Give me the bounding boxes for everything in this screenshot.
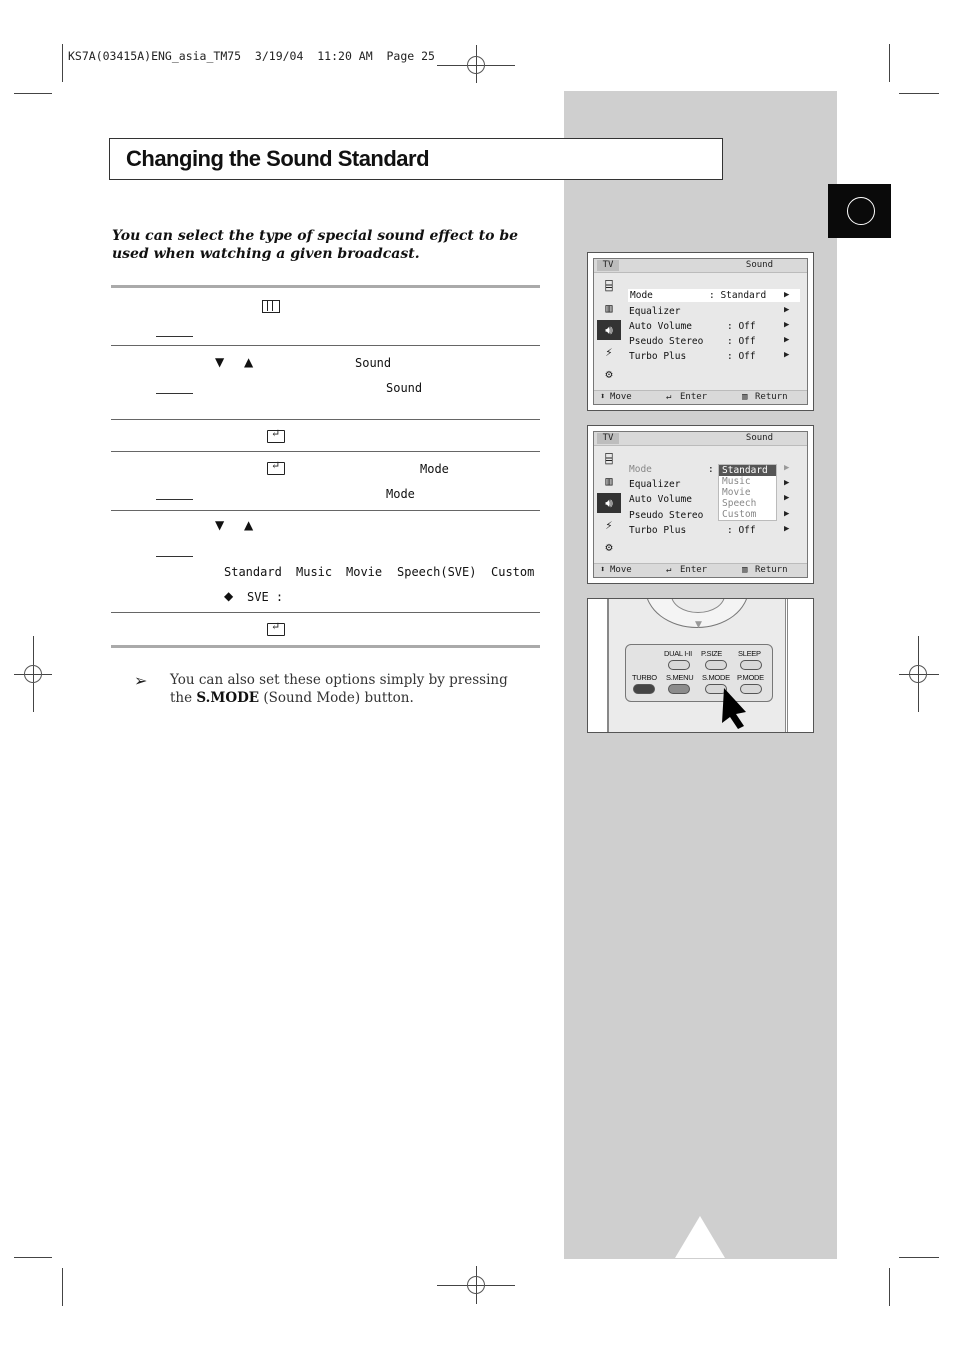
crop-mark: [14, 1257, 52, 1258]
sve-label: SVE :: [247, 590, 284, 604]
remote-side: [588, 599, 608, 733]
smenu-button: [668, 684, 690, 694]
dropdown-option-speech: Speech: [722, 498, 757, 509]
option-movie: Movie: [346, 565, 383, 579]
enter-icon: ↵: [267, 430, 285, 443]
osd-row-turbo-plus: Turbo Plus: [629, 351, 687, 362]
crop-mark: [899, 93, 939, 94]
osd-row-equalizer: Equalizer: [629, 306, 681, 317]
dual-button: [668, 660, 690, 670]
osd-row-mode: [628, 289, 800, 302]
crop-mark: [62, 44, 63, 82]
psize-button: [705, 660, 727, 670]
speaker-icon: 🔊︎: [597, 320, 621, 340]
crop-mark: [62, 1268, 63, 1306]
remote-label-pmode: P.MODE: [737, 673, 764, 682]
dropdown-option-standard: Standard: [719, 465, 776, 476]
note-underline: [156, 499, 193, 500]
menu-icon: [262, 300, 280, 313]
arrow-down-icon: ▼: [215, 518, 225, 532]
note-underline: [156, 336, 193, 337]
osd-tv-label: TV: [597, 433, 619, 444]
remote-illustration: [587, 598, 814, 733]
osd-heading: Sound: [745, 260, 773, 270]
osd-row-mode: Mode: [629, 464, 652, 475]
menu-icon: ▥: [742, 565, 748, 575]
note-arrow-icon: ➢: [134, 671, 148, 690]
footer-enter: Enter: [680, 565, 708, 575]
osd-row-value: : Off: [727, 351, 756, 362]
enter-icon: ↵: [267, 623, 285, 636]
note-text-after: (Sound Mode) button.: [263, 690, 414, 706]
remote-label-sleep: SLEEP: [738, 649, 761, 658]
arrow-up-icon: ▲: [244, 355, 254, 369]
pointer-arrow-icon: [718, 686, 758, 731]
osd-icon-column: [597, 276, 621, 386]
registration-mark: [467, 56, 485, 74]
registration-mark: [467, 1276, 485, 1294]
osd-row-equalizer: Equalizer: [629, 479, 681, 490]
setup-icon: ⚙︎: [605, 540, 613, 554]
osd-icon-column: [597, 449, 621, 559]
osd-tv-label: TV: [597, 260, 619, 271]
arrow-up-icon: ▲: [244, 518, 254, 532]
dropdown-option-custom: Custom: [722, 509, 757, 520]
intro-text: You can select the type of special sound effect to be used when watching a given broadcast.: [112, 228, 519, 262]
note-text: [170, 671, 530, 707]
osd-header: [594, 432, 807, 446]
option-music: Music: [296, 565, 333, 579]
enter-icon: ↵: [666, 565, 672, 575]
note-bold-button: S.MODE: [196, 690, 260, 706]
picture-icon: ▥: [605, 474, 613, 488]
option-speech: Speech(SVE): [397, 565, 477, 579]
osd-row-value: :: [708, 464, 714, 475]
steps-top-rule: [111, 285, 540, 288]
option-custom: Custom: [491, 565, 535, 579]
remote-label-psize: P.SIZE: [701, 649, 722, 658]
tv-screen-2: [587, 425, 814, 584]
dpad-down-icon: ▼: [695, 620, 702, 630]
tv-screen-1: [587, 252, 814, 411]
note-text-before: You can also set these options simply by pressing the: [170, 672, 508, 706]
osd-panel: [593, 258, 808, 405]
osd-row-turbo-plus: Turbo Plus: [629, 525, 687, 536]
antenna-icon: ⚡︎: [605, 345, 613, 359]
remote-side: [787, 599, 814, 733]
step-divider: [111, 345, 540, 346]
step-divider: [111, 419, 540, 420]
play-arrow-icon: ▶: [784, 335, 790, 345]
play-arrow-icon: ▶: [784, 350, 790, 360]
osd-row-value: : Off: [727, 336, 756, 347]
osd-heading: Sound: [745, 433, 773, 443]
osd-row-label: Mode: [630, 290, 653, 301]
updown-icon: ⬍: [600, 565, 606, 575]
mode-dropdown: [718, 464, 777, 521]
remote-label-dual: DUAL I-II: [664, 649, 692, 658]
circle-icon: [847, 197, 875, 225]
osd-footer: [594, 390, 807, 404]
footer-enter: Enter: [680, 392, 708, 402]
steps-bottom-rule: [111, 645, 540, 648]
arrow-down-icon: ▼: [215, 355, 225, 369]
page-marker-icon: [675, 1216, 725, 1258]
play-arrow-icon: ▶: [784, 290, 790, 300]
step-divider: [111, 612, 540, 613]
diamond-icon: ◆: [224, 589, 234, 603]
footer-return: Return: [755, 565, 788, 575]
osd-row-auto-volume: Auto Volume: [629, 494, 692, 505]
updown-icon: ⬍: [600, 392, 606, 402]
option-standard: Standard: [224, 565, 282, 579]
menu-icon: ▥: [742, 392, 748, 402]
play-arrow-icon: ▶: [784, 463, 790, 473]
osd-panel: [593, 431, 808, 578]
osd-row-pseudo-stereo: Pseudo Stereo: [629, 510, 704, 521]
crop-mark: [889, 44, 890, 82]
play-arrow-icon: ▶: [784, 305, 790, 315]
osd-row-auto-volume: Auto Volume: [629, 321, 692, 332]
sleep-button: [740, 660, 762, 670]
enter-icon: ↵: [666, 392, 672, 402]
antenna-icon: ⚡︎: [605, 518, 613, 532]
osd-row-value: : Standard: [709, 290, 767, 301]
play-arrow-icon: ▶: [784, 478, 790, 488]
input-icon: ⌸: [605, 452, 613, 466]
osd-footer: [594, 563, 807, 577]
osd-header: [594, 259, 807, 273]
step-keyword: Sound: [386, 381, 423, 395]
speaker-icon: 🔊︎: [597, 493, 621, 513]
osd-row-value: : Off: [727, 525, 756, 536]
dropdown-option-music: Music: [722, 476, 751, 487]
remote-label-smode: S.MODE: [702, 673, 730, 682]
step-keyword: Mode: [420, 462, 449, 476]
crop-mark: [14, 93, 52, 94]
footer-return: Return: [755, 392, 788, 402]
remote-body: [608, 598, 786, 733]
step-divider: [111, 451, 540, 452]
step-keyword: Sound: [355, 356, 392, 370]
osd-row-value: : Off: [727, 321, 756, 332]
section-tab: [828, 184, 891, 238]
dropdown-option-movie: Movie: [722, 487, 751, 498]
osd-row-pseudo-stereo: Pseudo Stereo: [629, 336, 704, 347]
turbo-button: [633, 684, 655, 694]
slug-line: KS7A(03415A)ENG_asia_TM75 3/19/04 11:20 AM Page 25: [68, 49, 435, 63]
footer-move: Move: [610, 565, 632, 575]
crop-mark: [899, 1257, 939, 1258]
footer-move: Move: [610, 392, 632, 402]
remote-label-smenu: S.MENU: [666, 673, 694, 682]
enter-icon: ↵: [267, 462, 285, 475]
registration-mark: [24, 665, 42, 683]
title-box: [109, 138, 723, 180]
note-underline: [156, 556, 193, 557]
registration-mark: [909, 665, 927, 683]
picture-icon: ▥: [605, 301, 613, 315]
play-arrow-icon: ▶: [784, 320, 790, 330]
input-icon: ⌸: [605, 279, 613, 293]
step-divider: [111, 510, 540, 511]
page-title: Changing the Sound Standard: [126, 146, 430, 171]
step-keyword: Mode: [386, 487, 415, 501]
play-arrow-icon: ▶: [784, 524, 790, 534]
play-arrow-icon: ▶: [784, 493, 790, 503]
setup-icon: ⚙︎: [605, 367, 613, 381]
remote-label-turbo: TURBO: [632, 673, 657, 682]
play-arrow-icon: ▶: [784, 509, 790, 519]
note-underline: [156, 393, 193, 394]
crop-mark: [889, 1268, 890, 1306]
